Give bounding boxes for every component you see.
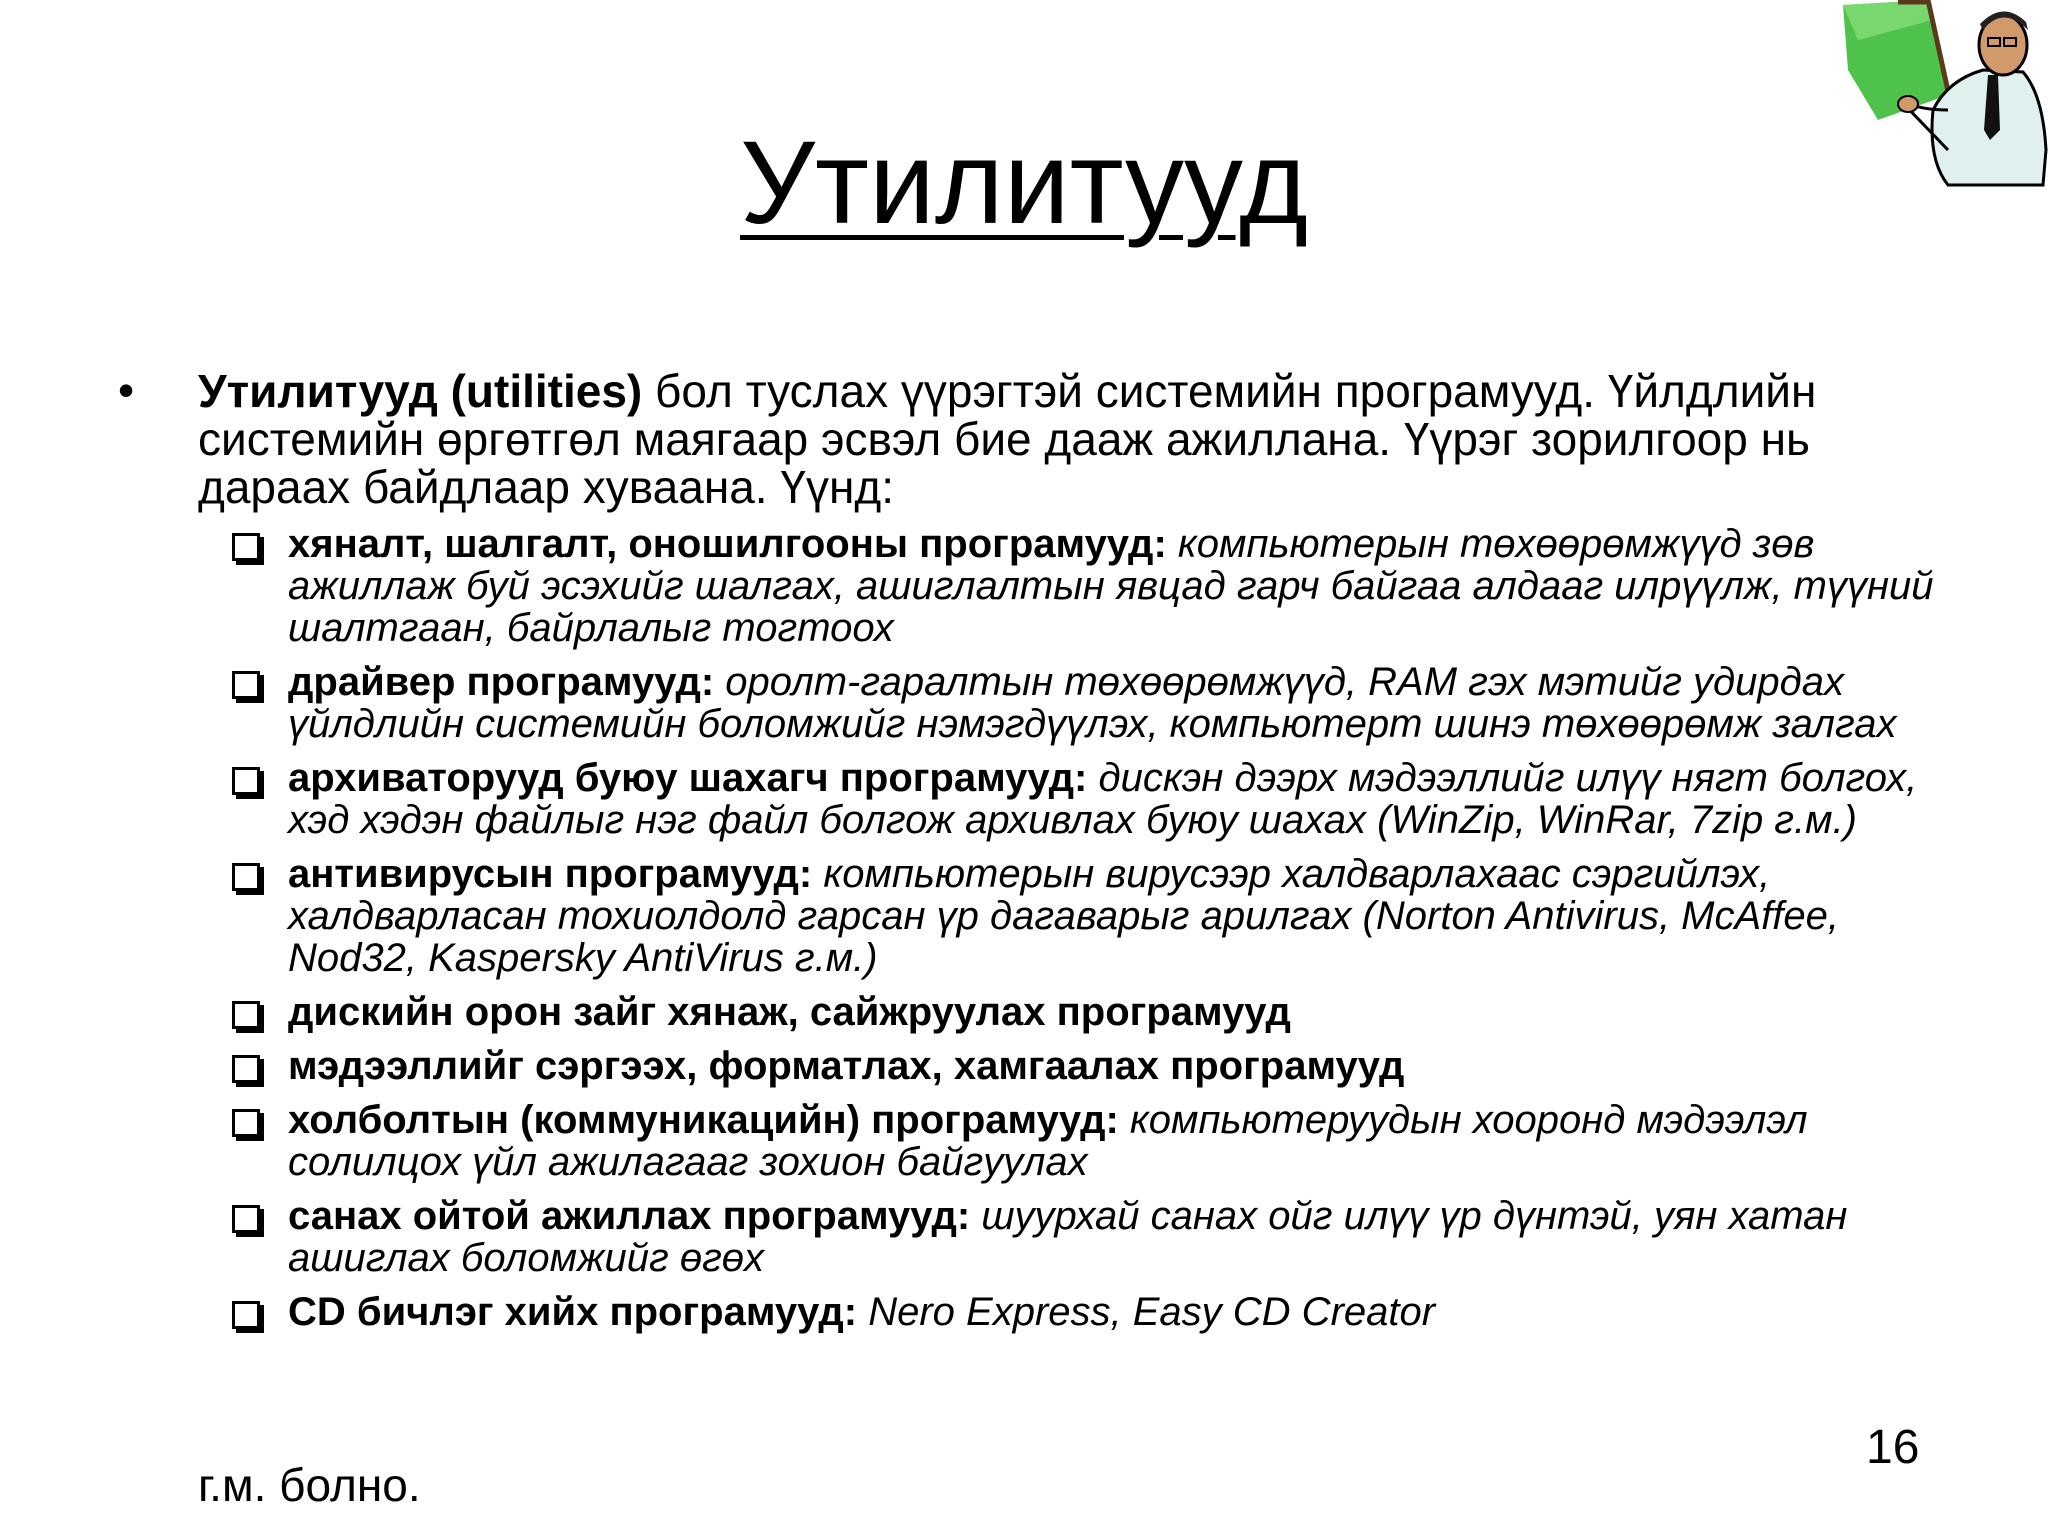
list-item (222, 1099, 1942, 1183)
presenter-clipart-icon (1838, 0, 2048, 190)
item-description: компьютеруудын хооронд мэдээлэл солилцох үйл ажилагааг зохион байгуулах (288, 1098, 1808, 1184)
utility-list (222, 523, 1942, 1345)
item-term: архиваторууд буюу шахагч програмууд: (288, 756, 1088, 800)
item-description: компьютерын төхөөрөмжүүд зөв ажиллаж буй эсэхийг шалгах, ашиглалтын явцад гарч байгаа алдааг илрүүлж, түүний шалтгаан, байрлалыг тогтоох (288, 522, 1934, 650)
list-item (222, 757, 1942, 841)
item-term: хяналт, шалгалт, оношилгооны програмууд: (288, 522, 1167, 566)
checkbox-bullet-icon (232, 863, 260, 891)
item-term: санах ойтой ажиллах програмууд: (288, 1194, 971, 1238)
slide-title (0, 118, 2048, 248)
page-number: 16 (1866, 1421, 1920, 1474)
item-description: компьютерын вирусээр халдварлахаас сэргийлэх, халдварласан тохиолдолд гарсан үр дагаварыг арилгах (Norton Antivirus, McAffee, Nod32, Kaspersky AntiVirus г.м.) (288, 852, 1839, 980)
checkbox-bullet-icon (232, 1301, 260, 1329)
item-description: дискэн дээрх мэдээллийг илүү нягт болгох, хэд хэдэн файлыг нэг файл болгож архивлах буюу шахах (WinZip, WinRar, 7zip г.м.) (288, 756, 1918, 842)
closing-text: г.м. болно. (198, 1459, 421, 1511)
list-item (222, 661, 1942, 745)
list-item (222, 991, 1942, 1033)
item-description: оролт-гаралтын төхөөрөмжүүд, RAM гэх мэтийг удирдах үйлдлийн системийн боломжийг нэмэгдүүлэх, компьютерт шинэ төхөөрөмж залгах (288, 660, 1897, 746)
checkbox-bullet-icon (232, 767, 260, 795)
item-description: шуурхай санах ойг илүү үр дүнтэй, уян хатан ашиглах боломжийг өгөх (288, 1194, 1848, 1280)
list-item (222, 853, 1942, 979)
intro-paragraph (198, 367, 1958, 511)
intro-text: бол туслах үүрэгтэй системийн програмууд. Үйлдлийн системийн өргөтгөл маягаар эсвэл бие дааж ажиллана. Үүрэг зорилгоор нь дараах байдлаар хуваана. Үүнд: (198, 365, 1817, 513)
checkbox-bullet-icon (232, 533, 260, 561)
item-term: дискийн орон зайг хянаж, сайжруулах програмууд (288, 990, 1291, 1034)
checkbox-bullet-icon (232, 671, 260, 699)
checkbox-bullet-icon (232, 1001, 260, 1029)
item-description: Nero Express, Easy CD Creator (857, 1290, 1436, 1334)
intro-bold-term: Утилитууд (utilities) (198, 365, 643, 417)
list-item (222, 523, 1942, 649)
checkbox-bullet-icon (232, 1109, 260, 1137)
checkbox-bullet-icon (232, 1205, 260, 1233)
list-item (222, 1291, 1942, 1333)
list-item (222, 1045, 1942, 1087)
item-term: драйвер програмууд: (288, 660, 715, 704)
list-item (222, 1195, 1942, 1279)
item-term: CD бичлэг хийх програмууд: (288, 1290, 858, 1334)
checkbox-bullet-icon (232, 1055, 260, 1083)
item-term: холболтын (коммуникацийн) програмууд: (288, 1098, 1119, 1142)
main-bullet: • (118, 364, 135, 416)
item-term: антивирусын програмууд: (288, 852, 813, 896)
slide-title-text: Утилитууд (740, 117, 1308, 249)
item-term: мэдээллийг сэргээх, форматлах, хамгаалах програмууд (288, 1044, 1405, 1088)
